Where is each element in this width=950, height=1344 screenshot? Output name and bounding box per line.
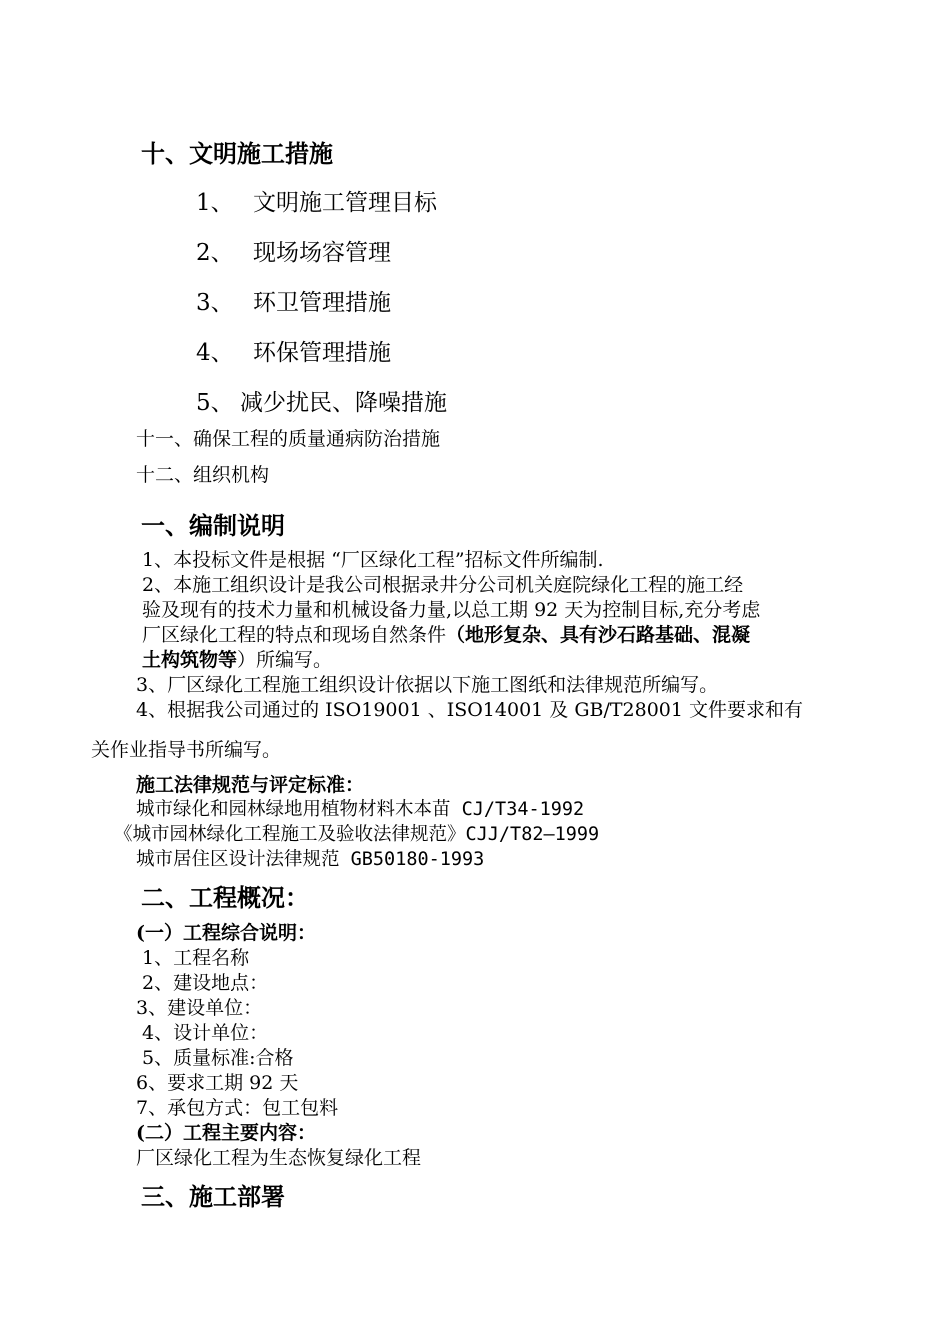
section11-entry: 十一、确保工程的质量通病防治措施: [136, 428, 441, 450]
paragraph-line: 验及现有的技术力量和机械设备力量,以总工期 92 天为控制目标,充分考虑: [142, 599, 761, 621]
toc-item: [0, 384, 950, 416]
toc-item: [0, 334, 950, 366]
subsection-title: (一）工程综合说明：: [136, 922, 316, 944]
emphasis-text: 土构筑物等: [142, 649, 238, 671]
section3-title: 三、施工部署: [141, 1182, 285, 1211]
list-item: 4、设计单位：: [142, 1022, 269, 1044]
toc-item-text: 减少扰民、降噪措施: [240, 390, 447, 416]
paragraph-line: [142, 645, 332, 672]
toc-item-text: 环保管理措施: [253, 340, 391, 366]
standards-title: 施工法律规范与评定标准：: [136, 774, 365, 796]
section2-title: 二、工程概况：: [141, 883, 309, 912]
paragraph-line: 2、本施工组织设计是我公司根据录井分公司机关庭院绿化工程的施工经: [142, 574, 744, 596]
paragraph: 1、本投标文件是根据 “厂区绿化工程”招标文件所编制.: [142, 549, 604, 571]
paragraph-text: ）所编写。: [237, 649, 333, 671]
list-item: 2、建设地点：: [142, 972, 269, 994]
list-item: 7、承包方式：包工包料: [136, 1097, 339, 1119]
standard-item: 城市绿化和园林绿地用植物材料木本苗 CJ/T34-1992: [136, 799, 585, 820]
toc-item-number: 5、: [196, 390, 234, 416]
toc-item-number: 4、: [196, 340, 234, 366]
list-item: 5、质量标准:合格: [142, 1047, 294, 1069]
paragraph-line: [142, 620, 750, 647]
paragraph: 厂区绿化工程为生态恢复绿化工程: [136, 1147, 422, 1169]
toc-item: [0, 184, 950, 216]
section10-title: 十、文明施工措施: [141, 139, 333, 168]
toc-item-text: 现场场容管理: [253, 240, 391, 266]
paragraph: 3、厂区绿化工程施工组织设计依据以下施工图纸和法律规范所编写。: [136, 674, 719, 696]
toc-item-text: 文明施工管理目标: [253, 190, 437, 216]
paragraph-line: 4、根据我公司通过的 ISO19001 、ISO14001 及 GB/T28001 文件要求和有: [136, 699, 804, 721]
list-item: 6、要求工期 92 天: [136, 1072, 299, 1094]
list-item: 1、工程名称: [142, 947, 250, 969]
toc-item: [0, 284, 950, 316]
toc-item-number: 2、: [196, 240, 234, 266]
section1-title: 一、编制说明: [141, 511, 285, 540]
paragraph-line: 关作业指导书所编写。: [91, 739, 282, 761]
toc-item: [0, 234, 950, 266]
toc-item-text: 环卫管理措施: [253, 290, 391, 316]
section12-entry: 十二、组织机构: [136, 464, 270, 486]
standard-item: 城市居住区设计法律规范 GB50180-1993: [136, 849, 485, 870]
standard-item: 《城市园林绿化工程施工及验收法律规范》CJJ/T82—1999: [114, 824, 600, 845]
subsection-title: (二）工程主要内容：: [136, 1122, 316, 1144]
toc-item-number: 1、: [196, 190, 234, 216]
list-item: 3、建设单位：: [136, 997, 263, 1019]
toc-item-number: 3、: [196, 290, 234, 316]
emphasis-text: （地形复杂、具有沙石路基础、混凝: [446, 624, 751, 646]
paragraph-text: 厂区绿化工程的特点和现场自然条件: [142, 624, 447, 646]
